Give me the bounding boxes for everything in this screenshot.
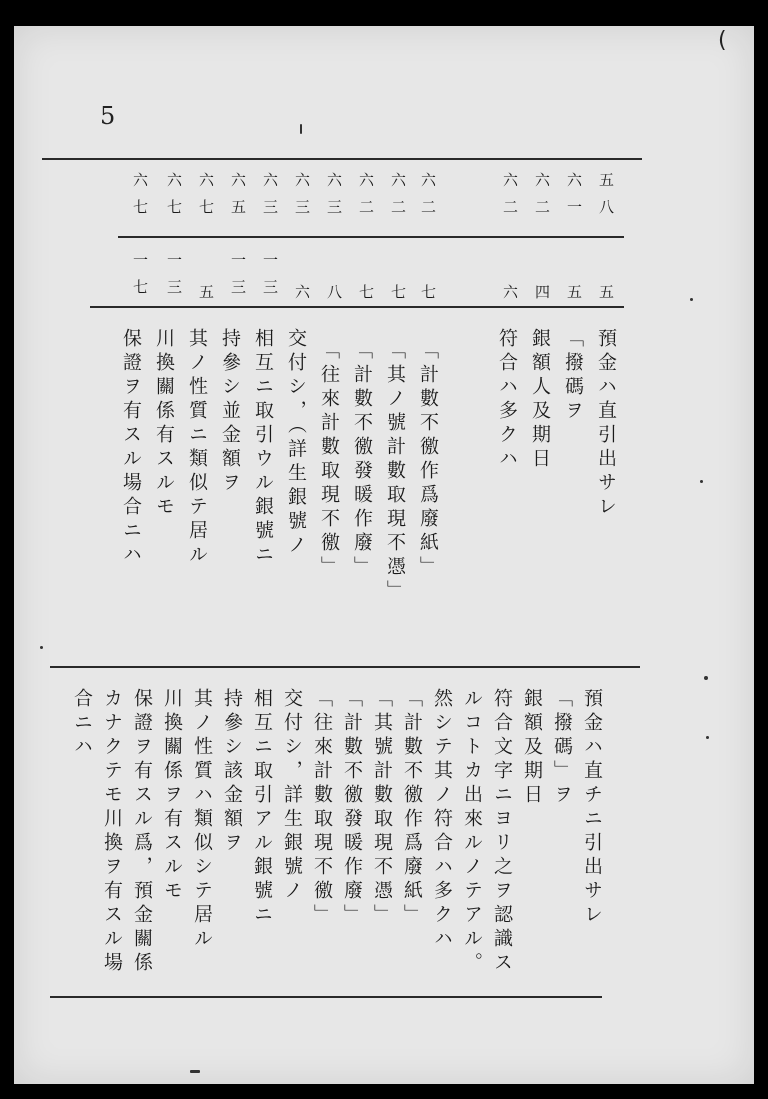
upper-text-line: 「其ノ號計數取現不憑」	[384, 340, 406, 604]
upper-text-line: 銀額人及期日	[529, 328, 551, 472]
page-ref: 六一	[565, 172, 583, 226]
upper-text-line: 預金ハ直引出サレ	[595, 328, 617, 520]
line-ref: 一三	[165, 252, 183, 306]
page-ref: 六三	[293, 172, 311, 226]
page-ref: 六二	[357, 172, 375, 226]
upper-text-line: 「撥碼ヲ	[562, 328, 584, 424]
line-ref: 五	[197, 284, 215, 311]
scan-speck	[40, 646, 43, 649]
line-ref: 五	[565, 284, 583, 311]
lower-text-line: ルコトカ出來ルノテアル。	[461, 688, 483, 976]
lower-text-line: 符合文字ニヨリ之ヲ認識ス	[491, 688, 513, 976]
rule-section-top	[50, 666, 640, 668]
page-number: 5	[100, 102, 116, 130]
lower-text-line: 持參シ該金額ヲ	[221, 688, 243, 856]
line-ref: 六	[501, 284, 519, 311]
lower-text-line: 銀額及期日	[521, 688, 543, 808]
lower-text-line: 「計數不徼作爲廢紙」	[401, 688, 423, 928]
lower-text-line: 保證ヲ有スル爲，預金關係	[131, 688, 153, 976]
upper-text-line: 相互ニ取引ウル銀號ニ	[252, 328, 274, 568]
scan-speck	[700, 480, 703, 483]
lower-text-line: カナクテモ川換ヲ有スル場	[101, 688, 123, 976]
page-ref: 六二	[501, 172, 519, 226]
corner-mark: (	[718, 28, 727, 53]
page-ref: 六二	[533, 172, 551, 226]
line-ref: 七	[389, 284, 407, 311]
rule-section-bottom	[50, 996, 602, 998]
rule-top	[42, 158, 642, 160]
line-ref: 四	[533, 284, 551, 311]
line-ref: 七	[357, 284, 375, 311]
upper-text-line: 「計數不徼發暖作廢」	[351, 340, 373, 580]
lower-text-line: 川換關係ヲ有スルモ	[161, 688, 183, 904]
page-ref: 六二	[419, 172, 437, 226]
upper-text-line: 交付シ，（詳生銀號ノ	[285, 328, 307, 559]
upper-text-line: 保證ヲ有スル場合ニハ	[120, 328, 142, 568]
lower-text-line: 交付シ，詳生銀號ノ	[281, 688, 303, 904]
lower-text-line: 「往來計數取現不徼」	[311, 688, 333, 928]
page-ref: 六七	[165, 172, 183, 226]
line-ref: 七	[419, 284, 437, 311]
line-ref: 六	[293, 284, 311, 311]
scan-speck	[704, 676, 708, 680]
upper-text-line: 「計數不徼作爲廢紙」	[417, 340, 439, 580]
upper-text-line: 其ノ性質ニ類似テ居ル	[186, 328, 208, 568]
scan-speck	[190, 1070, 200, 1073]
lower-text-line: 合ニハ	[71, 688, 93, 760]
page-ref: 六三	[261, 172, 279, 226]
upper-text-line: 川換關係有スルモ	[153, 328, 175, 520]
line-ref: 五	[597, 284, 615, 311]
page-ref: 六三	[325, 172, 343, 226]
line-ref: 一三	[261, 252, 279, 306]
lower-text-line: 其ノ性質ハ類似シテ居ル	[191, 688, 213, 952]
line-ref: 一三	[229, 252, 247, 306]
page-ref: 六五	[229, 172, 247, 226]
line-ref: 八	[325, 284, 343, 311]
scan-speck	[690, 298, 693, 301]
page-ref: 五八	[597, 172, 615, 226]
rule-mid	[118, 236, 624, 238]
page-ref: 六二	[389, 172, 407, 226]
lower-text-line: 相互ニ取引アル銀號ニ	[251, 688, 273, 928]
lower-text-line: 「計數不徼發暖作廢」	[341, 688, 363, 928]
page-ref: 六七	[197, 172, 215, 226]
upper-text-line: 符合ハ多クハ	[496, 328, 518, 472]
upper-text-line: 持參シ並金額ヲ	[219, 328, 241, 496]
page-ref: 六七	[131, 172, 149, 226]
lower-text-line: 然シテ其ノ符合ハ多クハ	[431, 688, 453, 952]
lower-text-line: 預金ハ直チニ引出サレ	[581, 688, 603, 928]
upper-text-line: 「往來計數取現不徼」	[318, 340, 340, 580]
lower-text-line: 「撥碼」ヲ	[551, 688, 573, 808]
line-ref: 一七	[131, 252, 149, 306]
lower-text-line: 「其號計數取現不憑」	[371, 688, 393, 928]
scan-speck	[300, 124, 302, 134]
scan-speck	[706, 736, 709, 739]
